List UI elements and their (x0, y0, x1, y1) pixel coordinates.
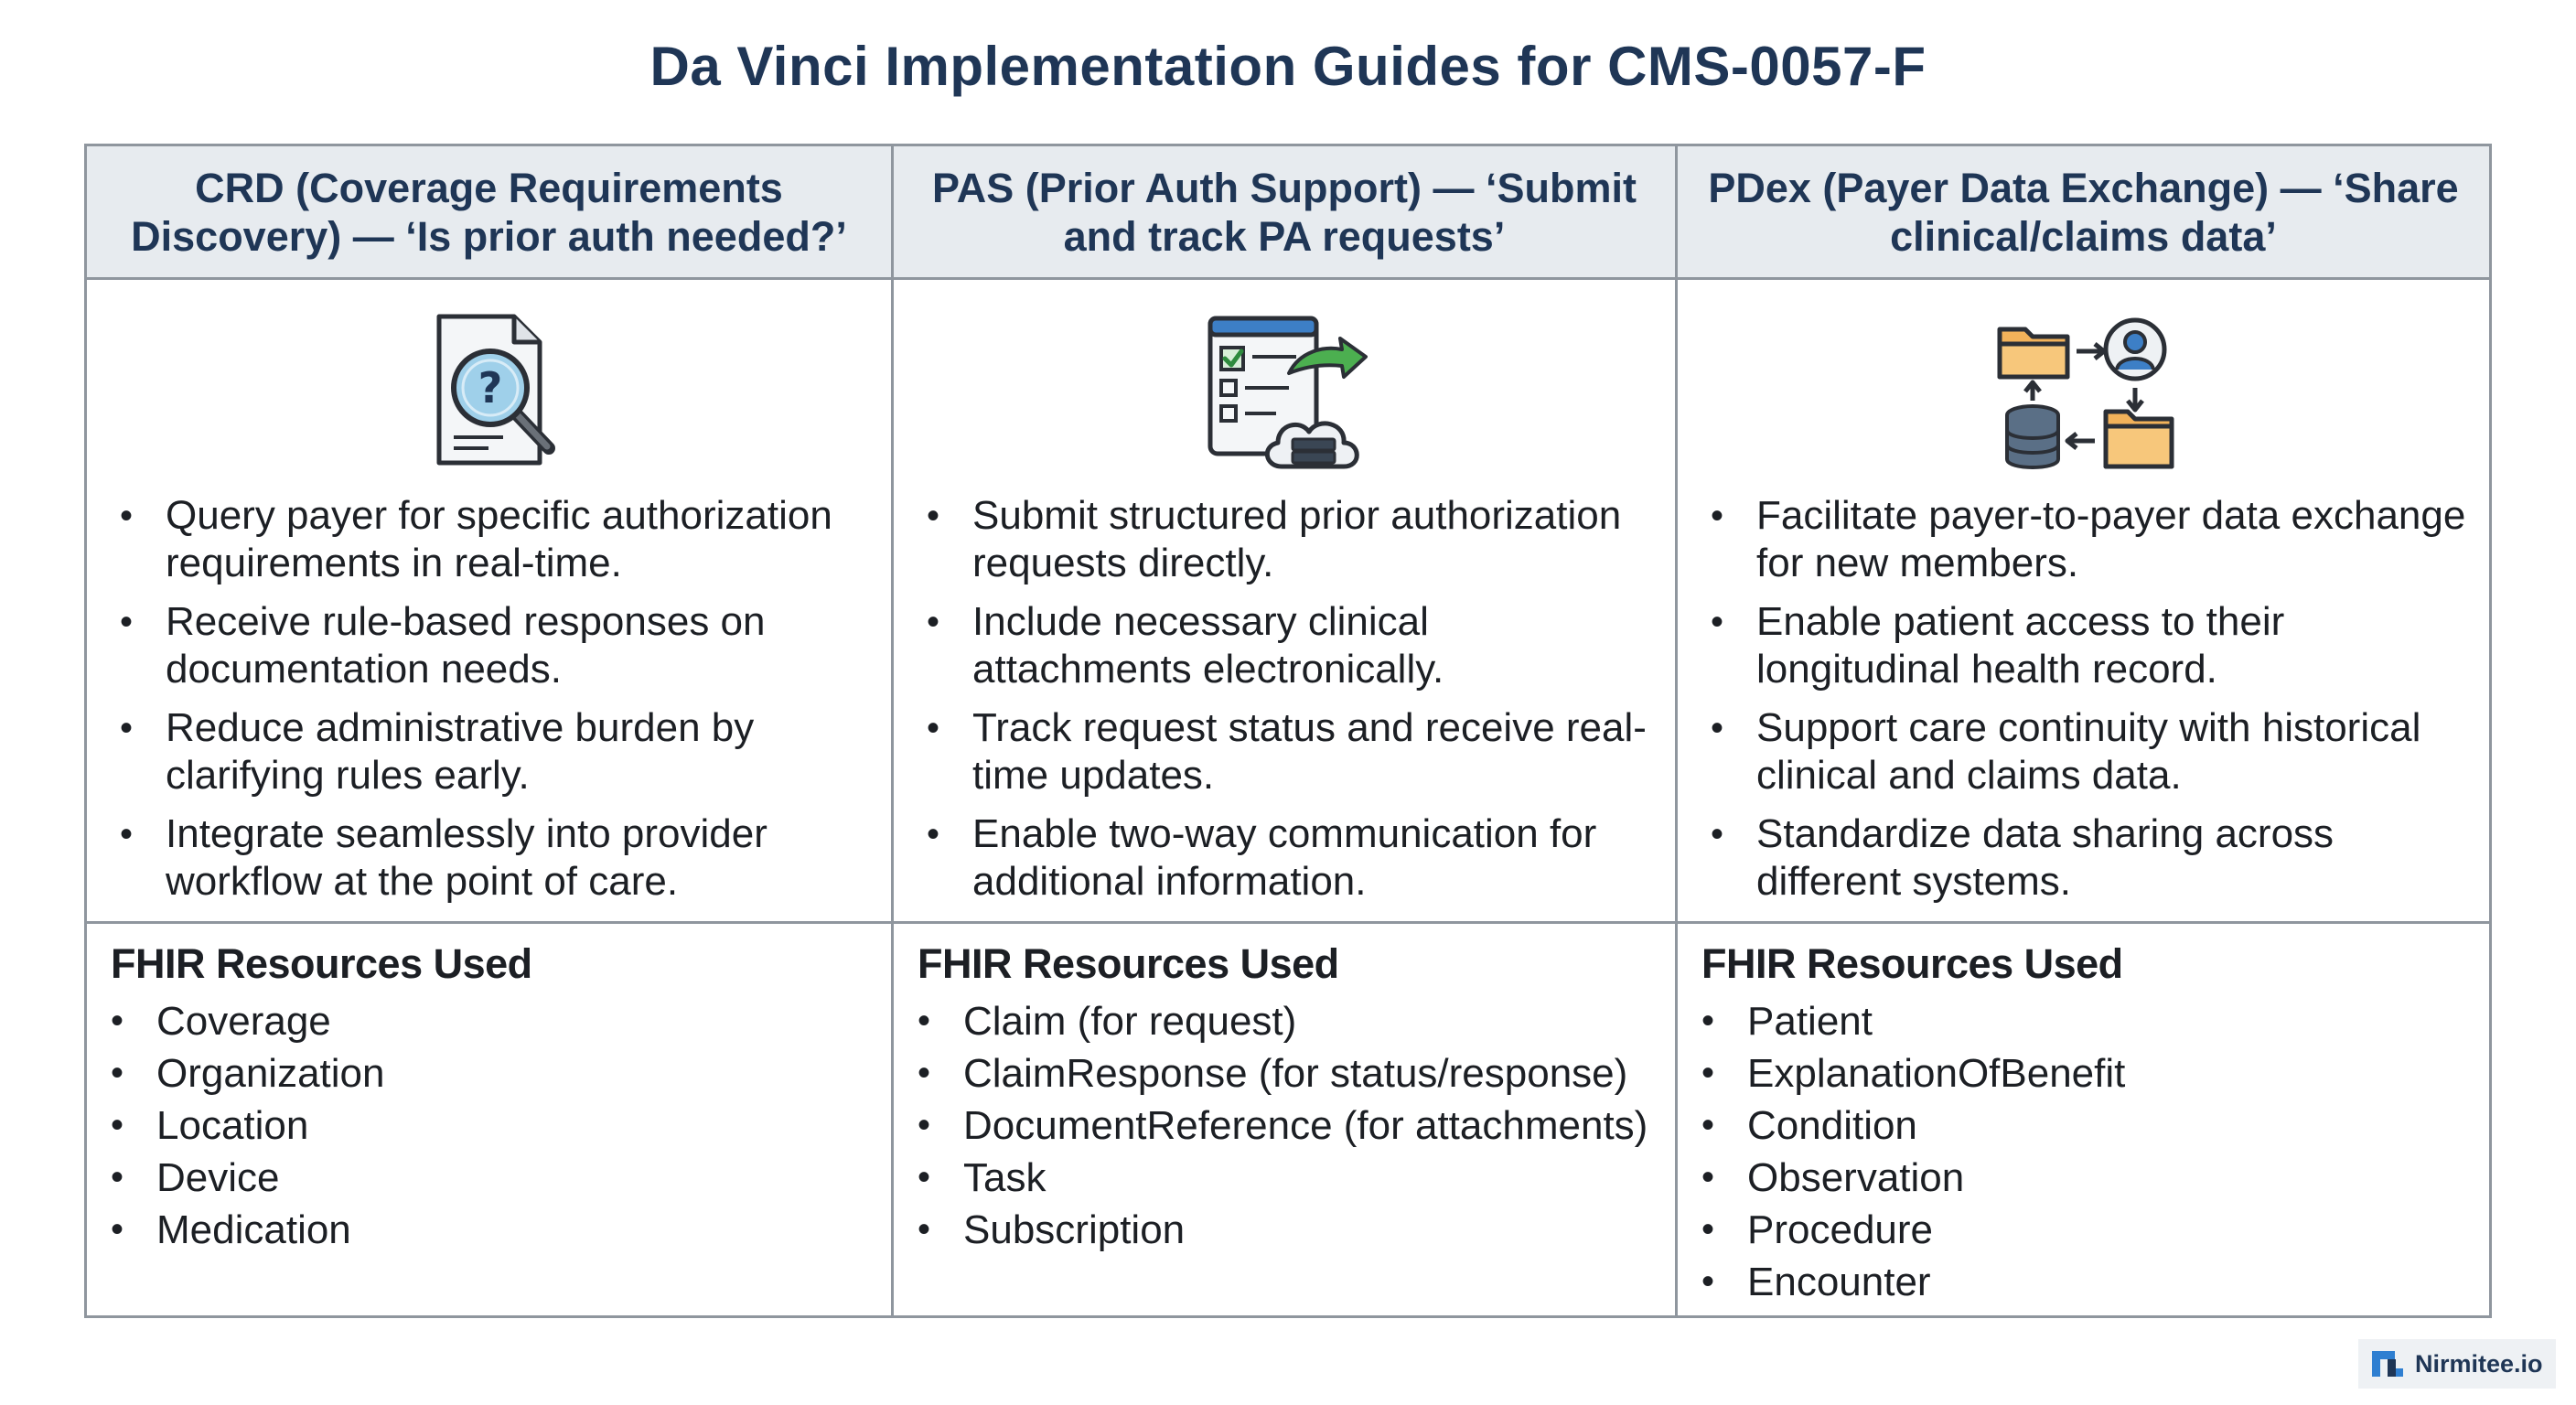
form-submit-cloud-icon (1197, 309, 1371, 474)
pas-description-cell (894, 280, 1678, 924)
header-pas: PAS (Prior Auth Support) — ‘Submit and track PA requests’ (894, 146, 1678, 280)
list-item: • Task (918, 1152, 1657, 1204)
list-item: • DocumentReference (for attachments) (918, 1099, 1657, 1152)
list-item: • Device (111, 1152, 873, 1204)
list-item: • ExplanationOfBenefit (1701, 1047, 2471, 1099)
brand-name: Nirmitee.io (2415, 1349, 2543, 1378)
list-item: • Condition (1701, 1099, 2471, 1152)
resources-title: FHIR Resources Used (918, 940, 1339, 987)
pdex-resources-list (1701, 995, 2471, 1308)
list-item: • Track request status and receive real-time updates. (927, 704, 1657, 799)
resources-title: FHIR Resources Used (1701, 940, 2123, 987)
svg-text:?: ? (478, 363, 502, 413)
pdex-bullets (1678, 492, 2489, 917)
list-item: • Medication (111, 1204, 873, 1256)
nirmitee-logo-icon (2369, 1346, 2406, 1382)
header-pdex: PDex (Payer Data Exchange) — ‘Share clinical/claims data’ (1678, 146, 2489, 280)
document-magnifier-question-icon (412, 309, 567, 474)
list-item: • Receive rule-based responses on documentation needs. (120, 598, 873, 693)
crd-description-cell (87, 280, 894, 924)
list-item: • Query payer for specific authorization requirements in real-time. (120, 492, 873, 587)
guides-table (84, 144, 2492, 1318)
crd-bullets (87, 492, 891, 917)
list-item: • Include necessary clinical attachments electronically. (927, 598, 1657, 693)
crd-resources-list (111, 995, 873, 1256)
list-item: • Enable patient access to their longitudinal health record. (1711, 598, 2471, 693)
crd-resources-cell (87, 924, 894, 1315)
list-item: • Reduce administrative burden by clarifying rules early. (120, 704, 873, 799)
pas-resources-cell (894, 924, 1678, 1315)
list-item: • Observation (1701, 1152, 2471, 1204)
list-item: • Coverage (111, 995, 873, 1047)
pas-resources-list (918, 995, 1657, 1256)
list-item: • Patient (1701, 995, 2471, 1047)
list-item: • Enable two-way communication for additional information. (927, 810, 1657, 906)
list-item: • Encounter (1701, 1256, 2471, 1308)
pdex-resources-cell (1678, 924, 2489, 1315)
list-item: • Standardize data sharing across different systems. (1711, 810, 2471, 906)
list-item: • Organization (111, 1047, 873, 1099)
header-crd: CRD (Coverage Requirements Discovery) — ‘Is prior auth needed?’ (87, 146, 894, 280)
resources-title: FHIR Resources Used (111, 940, 532, 987)
list-item: • Subscription (918, 1204, 1657, 1256)
list-item: • Claim (for request) (918, 995, 1657, 1047)
data-exchange-cycle-icon (1992, 309, 2175, 474)
list-item: • Integrate seamlessly into provider workflow at the point of care. (120, 810, 873, 906)
list-item: • Support care continuity with historical clinical and claims data. (1711, 704, 2471, 799)
pas-bullets (894, 492, 1675, 917)
list-item: • Facilitate payer-to-payer data exchange for new members. (1711, 492, 2471, 587)
list-item: • ClaimResponse (for status/response) (918, 1047, 1657, 1099)
list-item: • Location (111, 1099, 873, 1152)
pdex-description-cell (1678, 280, 2489, 924)
brand-watermark (2358, 1339, 2556, 1389)
list-item: • Submit structured prior authorization requests directly. (927, 492, 1657, 587)
page-title: Da Vinci Implementation Guides for CMS-0057-F (649, 36, 1927, 97)
list-item: • Procedure (1701, 1204, 2471, 1256)
